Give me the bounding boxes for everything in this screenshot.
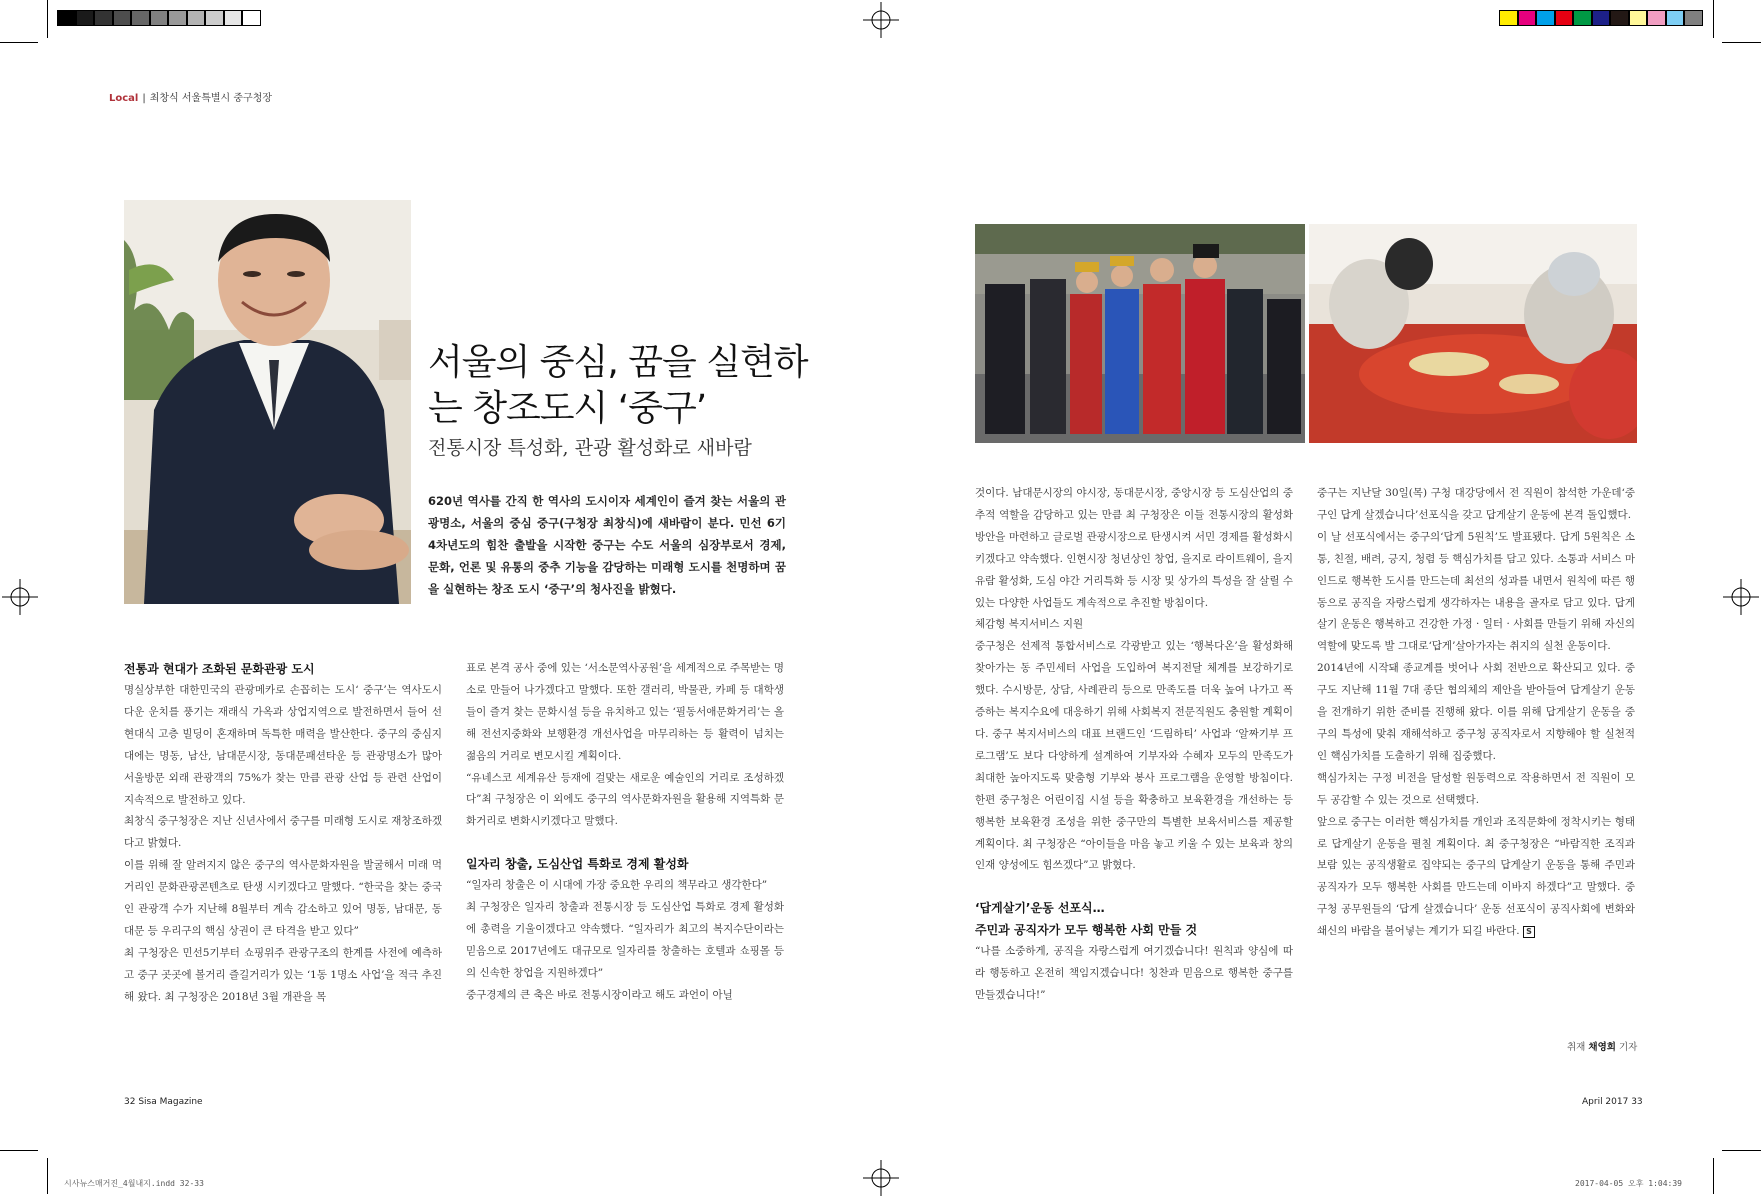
crop-mark (1713, 0, 1714, 38)
color-swatch (150, 10, 169, 26)
paragraph: 핵심가치는 구정 비전을 달성할 원동력으로 작용하면서 전 직원이 모두 공감할 수 있는 것으로 선택했다. (1317, 771, 1635, 806)
color-swatch (113, 10, 132, 26)
column-1 (124, 658, 442, 1009)
paragraph: 이 날 선포식에서는 중구의‘답게 5원칙’도 발표됐다. 답게 5원칙은 소통, 친절, 배려, 긍지, 청렴 등 핵심가치를 담고 있다. 소통과 서비스 마인드로 행복한 도시를 만드는데 최선의 성과를 내면서 원칙에 따른 행동으로 공직을 자랑스럽게 생각하자는 내용을 골자로 담고 있다. 답게살기 운동은 행복하고 건강한 가정 · 일터 · 사회를 만들기 위해 자신의 역할에 맞도록 발 그대로‘답게’살아가자는 취지의 실천 운동이다. (1317, 530, 1635, 653)
paragraph (1317, 812, 1635, 943)
article-subtitle: 전통시장 특성화, 관광 활성화로 새바람 (428, 437, 752, 459)
header-subject: 최창식 서울특별시 중구청장 (149, 93, 273, 104)
paragraph: 2014년에 시작돼 종교계를 벗어나 사회 전반으로 확산되고 있다. 중구도 지난해 11월 7대 종단 협의체의 제안을 받아들여 답게살기 운동을 전개하기 위한 준비를 진행해 왔다. 이를 위해 답게살기 운동을 중구의 특성에 맞춰 재해석하고 중구청 공직자로서 지향해야 할 실천적인 핵심가치를 도출하기 위해 집중했다. (1317, 662, 1635, 762)
color-swatch (76, 10, 95, 26)
color-swatch (224, 10, 243, 26)
paragraph: 표로 본격 공사 중에 있는 ‘서소문역사공원’을 세계적으로 주목받는 명소로 만들어 나가겠다고 말했다. 또한 갤러리, 박물관, 카페 등 대학생들이 즐겨 찾는 문화시설 등을 유치하고 있는 ‘필동서애문화거리’는 올해 전선지중화와 보행환경 개선사업을 마무리하는 등 활력이 넘치는 젊음의 거리로 변모시킬 계획이다. (466, 662, 784, 762)
color-swatch (1499, 10, 1518, 26)
ceremony-photo (975, 224, 1305, 443)
article-title: 서울의 중심, 꿈을 실현하는 창조도시 ‘중구’ (428, 342, 808, 429)
paragraph: “일자리 창출은 이 시대에 가장 중요한 우리의 책무라고 생각한다” (466, 879, 768, 892)
color-swatch (205, 10, 224, 26)
running-header (109, 89, 272, 104)
paragraph: 중구청은 선제적 통합서비스로 각광받고 있는 ‘행복다온’을 활성화해 찾아가는 동 주민세터 사업을 도입하여 복지전달 체계를 보강하기로 했다. 수시방문, 상담, 사례관리 등으로 만족도를 더욱 높여 나가고 폭증하는 복지수요에 대응하기 위해 사회복지 전문직원도 충원할 계획이다. 중구 복지서비스의 대표 브랜드인 ‘드림하티’ 사업과 ‘알짜기부 프로그램’도 보다 다양하게 설계하여 기부자와 수혜자 모두의 만족도가 최대한 높아지도록 맞춤형 기부와 봉사 프로그램을 운영할 방침이다. 한편 중구청은 어린이집 시설 등을 확충하고 보육환경을 개선하는 등 행복한 보육환경 조성을 위한 중구만의 특별한 보육서비스를 제공할 계획이다. 최 구청장은 “아이들을 마음 놓고 키울 수 있는 보육과 창의인재 양성에도 힘쓰겠다”고 밝혔다. (975, 640, 1293, 872)
column-1-heading: 전통과 현대가 조화된 문화관광 도시 (124, 662, 315, 676)
crop-mark (1722, 42, 1761, 43)
paragraph: 이를 위해 잘 알려지지 않은 중구의 역사문화자원을 발굴해서 미래 먹거리인 문화관광콘텐츠로 탄생 시키겠다고 말했다. “한국을 찾는 중국인 관광객 수가 지난해 8월부터 계속 감소하고 있어 명동, 남대문, 동대문 등 우리구의 핵심 상권이 큰 타격을 받고 있다” (124, 859, 442, 937)
article-lead: 620년 역사를 간직 한 역사의 도시이자 세계인이 즐겨 찾는 서울의 관광명소, 서울의 중심 중구(구청장 최창식)에 새바람이 분다. 민선 6기 4차년도의 힘찬 출발을 시작한 중구는 수도 서울의 심장부로서 경제, 문화, 언론 및 유통의 중추 기능을 감당하는 미래형 도시를 천명하며 꿈을 실현하는 창조 도시 ‘중구’의 청사진을 밝혔다. (428, 494, 786, 596)
color-swatch (1573, 10, 1592, 26)
color-swatch (242, 10, 261, 26)
color-swatch (168, 10, 187, 26)
paragraph: “나를 소중하게, 공직을 자랑스럽게 여기겠습니다! 원칙과 양심에 따라 행동하고 온전히 책임지겠습니다! 칭찬과 믿음으로 행복한 중구를 만들겠습니다!” (975, 945, 1293, 1002)
paragraph-text: 앞으로 중구는 이러한 핵심가치를 개인과 조직문화에 정착시키는 형태로 답게살기 운동을 펼칠 계획이다. 최 중구청장은 “바람직한 조직과 보람 있는 공직생활로 집약되는 중구의 답게살기 운동을 통해 주민과 공직자가 모두 행복한 사회를 만드는데 이바지 하겠다”고 말했다. 중구청 공무원들의 ‘답게 살겠습니다’ 운동 선포식이 공직사회에 변화와 쇄신의 바람을 불어넣는 계기가 되길 바란다. (1317, 815, 1635, 938)
color-swatch (1610, 10, 1629, 26)
crop-mark (1713, 1158, 1714, 1194)
end-mark: S (1523, 926, 1535, 938)
byline-name: 채영희 (1588, 1042, 1616, 1053)
column-3-heading: ‘답게살기’운동 선포식… (975, 901, 1105, 916)
color-swatch (1536, 10, 1555, 26)
column-3-heading-2: 주민과 공직자가 모두 행복한 사회 만들 것 (975, 923, 1198, 938)
color-swatch (131, 10, 150, 26)
crop-mark (47, 1158, 48, 1194)
folio-right: April 2017 33 (1582, 1097, 1643, 1107)
paragraph: 중구경제의 큰 축은 바로 전통시장이라고 해도 과언이 아닐 (466, 988, 733, 1001)
kimchi-making-photo (1309, 224, 1637, 443)
color-swatch (1684, 10, 1703, 26)
color-swatch (1518, 10, 1537, 26)
crop-mark (47, 0, 48, 38)
column-2 (466, 658, 784, 1007)
registration-mark (1723, 579, 1759, 615)
subhead: 체감형 복지서비스 지원 (975, 618, 1084, 631)
paragraph: 최창식 중구청장은 지난 신년사에서 중구를 미래형 도시로 재창조하겠다고 밝혔다. (124, 815, 442, 850)
folio-left: 32 Sisa Magazine (124, 1097, 203, 1107)
paragraph: 최 구청장은 민선5기부터 쇼핑위주 관광구조의 한계를 사전에 예측하고 중구 곳곳에 볼거리 즐길거리가 있는 ‘1동 1명소 사업’을 적극 추진해 왔다. 최 구청장은 2018년 3월 개관을 목 (124, 946, 442, 1003)
registration-mark (863, 2, 899, 38)
crop-mark (0, 1150, 38, 1151)
color-swatch (1555, 10, 1574, 26)
slug-filename: 시사뉴스매거진_4월내지.indd 32-33 (64, 1179, 204, 1188)
color-swatch (1592, 10, 1611, 26)
column-3 (975, 483, 1293, 1007)
color-swatch (57, 10, 76, 26)
crop-mark (1722, 1150, 1761, 1151)
header-separator: | (142, 93, 146, 104)
color-swatch (94, 10, 113, 26)
paragraph: 것이다. 남대문시장의 야시장, 동대문시장, 중앙시장 등 도심산업의 중추적 역할을 감당하고 있는 만큼 최 구청장은 이들 전통시장의 활성화 방안을 마련하고 글로벌 관광시장으로 탄생시켜 서민 경제를 활성화시키겠다고 약속했다. 인현시장 청년상인 창업, 을지로 라이트웨이, 을지유람 활성화, 도심 야간 거리특화 등 시장 및 상가의 특성을 잘 살릴 수 있는 다양한 사업들도 계속적으로 추진할 방침이다. (975, 487, 1293, 609)
paragraph: 명실상부한 대한민국의 관광메카로 손꼽히는 도시‘ 중구’는 역사도시다운 운치를 풍기는 재래식 가옥과 상업지역으로 발전하면서 들어 선 현대식 고층 빌딩이 혼재하며 독특한 매력을 발산한다. 중구의 중심지대에는 명동, 남산, 남대문시장, 동대문패션타운 등 관광명소가 많아 서울방문 외래 관광객의 75%가 찾는 만큼 관광 산업 등 관련 산업이 지속적으로 발전하고 있다. (124, 684, 442, 806)
color-swatch (1666, 10, 1685, 26)
color-swatch (1629, 10, 1648, 26)
column-2-heading: 일자리 창출, 도심산업 특화로 경제 활성화 (466, 857, 689, 872)
paragraph: “유네스코 세계유산 등재에 걸맞는 새로운 예술인의 거리로 조성하겠다”최 구청장은 이 외에도 중구의 역사문화자원을 활용해 지역특화 문화거리로 변화시키겠다고 말했다. (466, 771, 784, 828)
column-4 (1317, 483, 1635, 943)
paragraph: 중구는 지난달 30일(목) 구청 대강당에서 전 직원이 참석한 가운데‘중구인 답게 살겠습니다’선포식을 갖고 답게살기 운동에 본격 돌입했다. (1317, 487, 1635, 521)
crop-mark (0, 42, 38, 43)
color-swatch (187, 10, 206, 26)
paragraph: 최 구청장은 일자리 창출과 전통시장 등 도심산업 특화로 경제 활성화에 총력을 기울이겠다고 약속했다. “일자리가 최고의 복지수단이라는 믿음으로 2017년에도 대규모로 일자리를 창출하는 호텔과 쇼핑몰 등의 신속한 창업을 지원하겠다” (466, 901, 784, 979)
byline-prefix: 취재 (1567, 1042, 1586, 1053)
byline-suffix: 기자 (1618, 1042, 1638, 1053)
slug-timestamp: 2017-04-05 오후 1:04:39 (1575, 1179, 1682, 1188)
registration-mark (863, 1160, 899, 1196)
byline (1567, 1039, 1637, 1053)
registration-mark (2, 579, 38, 615)
portrait-photo (124, 200, 411, 604)
section-label: Local (109, 93, 139, 104)
color-swatch (1647, 10, 1666, 26)
